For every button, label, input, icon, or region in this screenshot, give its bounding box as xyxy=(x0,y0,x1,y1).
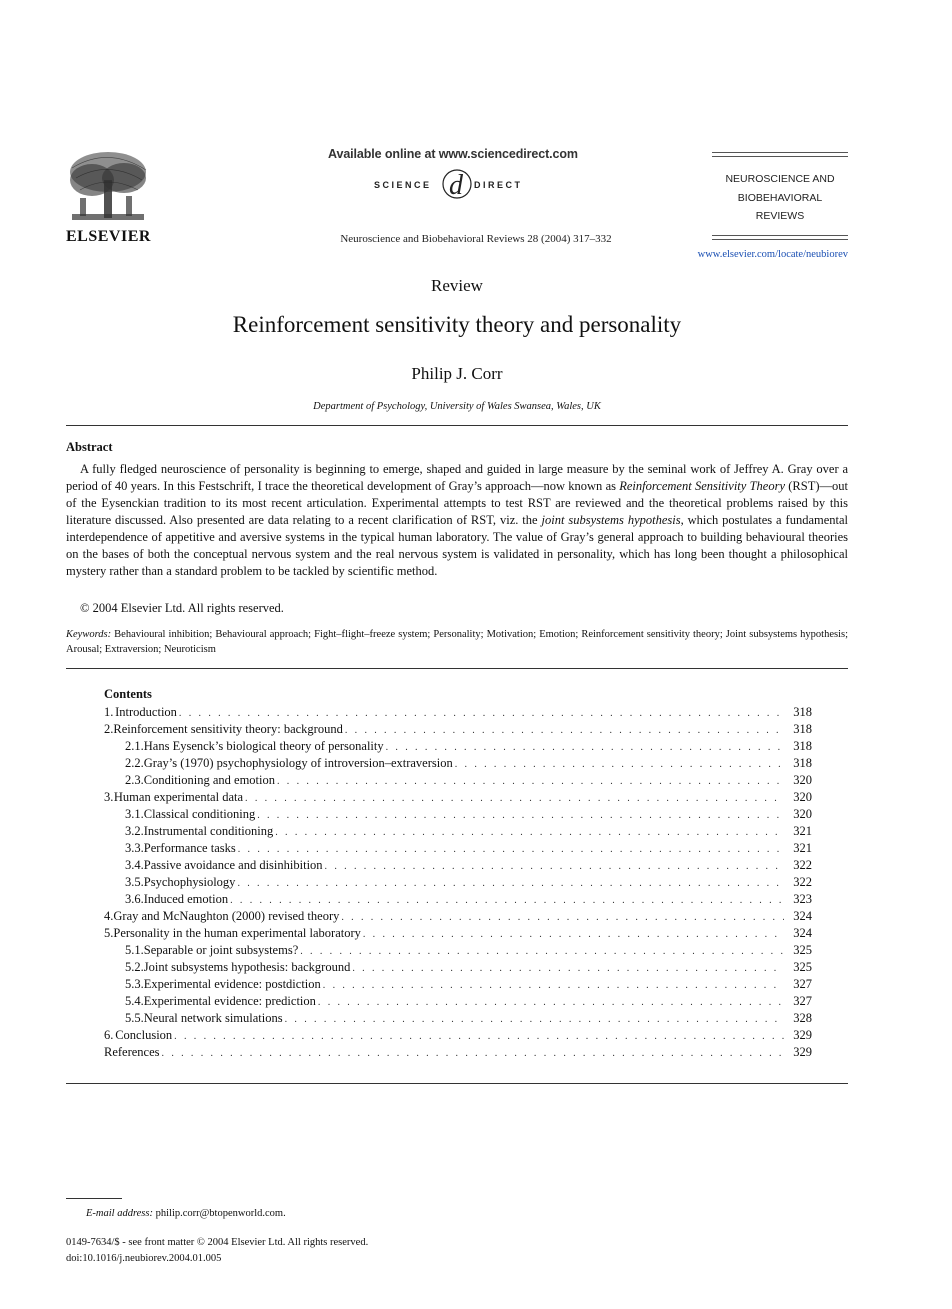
toc-number: 3.5. xyxy=(125,875,144,889)
toc-number: 5. xyxy=(104,926,114,940)
toc-row[interactable] xyxy=(104,1027,812,1044)
toc-page-number: 322 xyxy=(793,875,812,889)
journal-box-rule xyxy=(712,152,848,153)
toc-title: Performance tasks xyxy=(143,841,236,855)
toc-row[interactable] xyxy=(104,789,812,806)
toc-title: Experimental evidence: postdiction xyxy=(143,977,321,991)
toc-number: 5.5. xyxy=(125,1011,144,1025)
toc-title: Personality in the human experimental laboratory xyxy=(113,926,361,940)
toc-title: Induced emotion xyxy=(143,892,229,906)
toc-title: Separable or joint subsystems? xyxy=(143,943,299,957)
toc-page-number: 325 xyxy=(793,960,812,974)
journal-name-line: BIOBEHAVIORAL xyxy=(737,191,823,204)
divider xyxy=(66,425,848,426)
toc-title: Reinforcement sensitivity theory: background xyxy=(113,722,343,736)
toc-title: Neural network simulations xyxy=(143,1011,283,1025)
article-title: Reinforcement sensitivity theory and personality xyxy=(232,312,682,337)
toc-number: 3.2. xyxy=(125,824,144,838)
divider xyxy=(66,1083,848,1084)
toc-row[interactable] xyxy=(104,908,812,925)
toc-page-number: 321 xyxy=(793,824,812,838)
abstract-copyright: © 2004 Elsevier Ltd. All rights reserved. xyxy=(80,601,284,615)
toc-page-number: 327 xyxy=(793,994,812,1008)
toc-leader-dots xyxy=(162,1045,784,1061)
toc-title: Passive avoidance and disinhibition xyxy=(143,858,323,872)
toc-row[interactable] xyxy=(104,823,812,840)
journal-box-rule xyxy=(712,235,848,236)
toc-title: Instrumental conditioning xyxy=(143,824,274,838)
toc-page-number: 320 xyxy=(793,790,812,804)
toc-leader-dots xyxy=(323,977,784,993)
toc-page-number: 328 xyxy=(793,1011,812,1025)
toc-page-number: 325 xyxy=(793,943,812,957)
toc-title: Joint subsystems hypothesis: background xyxy=(143,960,351,974)
journal-name xyxy=(712,170,848,226)
toc-page-number: 327 xyxy=(793,977,812,991)
toc-row[interactable] xyxy=(104,857,812,874)
toc-page-number: 318 xyxy=(793,705,812,719)
toc-leader-dots xyxy=(230,892,784,908)
journal-url-link[interactable]: www.elsevier.com/locate/neubiorev xyxy=(697,249,848,260)
publisher-wordmark: ELSEVIER xyxy=(66,228,151,245)
toc-page-number: 318 xyxy=(793,739,812,753)
journal-box-rule xyxy=(712,239,848,240)
toc-leader-dots xyxy=(237,875,784,891)
toc-number: 5.1. xyxy=(125,943,144,957)
author-name: Philip J. Corr xyxy=(411,364,503,383)
doi-line[interactable]: doi:10.1016/j.neubiorev.2004.01.005 xyxy=(66,1253,222,1264)
toc-row[interactable] xyxy=(104,1010,812,1027)
toc-page-number: 321 xyxy=(793,841,812,855)
toc-page-number: 329 xyxy=(793,1045,812,1059)
toc-row[interactable] xyxy=(104,993,812,1010)
toc-leader-dots xyxy=(352,960,784,976)
issn-line: 0149-7634/$ - see front matter © 2004 Elsevier Ltd. All rights reserved. xyxy=(66,1237,369,1248)
toc-title: Gray’s (1970) psychophysiology of introversion–extraversion xyxy=(143,756,453,770)
toc-row[interactable] xyxy=(104,874,812,891)
toc-number: 5.4. xyxy=(125,994,144,1008)
abstract-paragraph xyxy=(66,461,848,580)
toc-row[interactable] xyxy=(104,755,812,772)
toc-leader-dots xyxy=(275,824,784,840)
journal-citation: Neuroscience and Biobehavioral Reviews 28 (2004) 317–332 xyxy=(340,233,612,245)
toc-leader-dots xyxy=(318,994,784,1010)
abstract-body xyxy=(66,461,848,580)
toc-leader-dots xyxy=(455,756,784,772)
toc-number: 3.4. xyxy=(125,858,144,872)
toc-leader-dots xyxy=(300,943,784,959)
sciencedirect-logo-left: SCIENCE xyxy=(374,180,432,190)
toc-leader-dots xyxy=(285,1011,784,1027)
toc-row[interactable] xyxy=(104,891,812,908)
toc-number: 3.6. xyxy=(125,892,144,906)
keywords xyxy=(66,627,848,657)
toc-title: Introduction xyxy=(115,705,177,719)
footnote-rule xyxy=(66,1198,122,1199)
toc-number: 4. xyxy=(104,909,114,923)
toc-number: 5.3. xyxy=(125,977,144,991)
abstract-italic: Reinforcement Sensitivity Theory xyxy=(619,479,785,493)
sciencedirect-available-text: Available online at www.sciencedirect.com xyxy=(328,147,578,161)
toc-page-number: 322 xyxy=(793,858,812,872)
toc-title: Experimental evidence: prediction xyxy=(143,994,316,1008)
toc-list xyxy=(104,704,812,1061)
abstract-italic: joint subsystems hypothesis xyxy=(541,513,681,527)
toc-title: Conditioning and emotion xyxy=(143,773,275,787)
toc-row[interactable] xyxy=(104,721,812,738)
toc-leader-dots xyxy=(238,841,784,857)
toc-row[interactable] xyxy=(104,806,812,823)
email-footnote xyxy=(86,1208,286,1219)
keywords-label: Keywords: xyxy=(66,629,112,640)
toc-leader-dots xyxy=(245,790,784,806)
toc-title: Hans Eysenck’s biological theory of personality xyxy=(143,739,384,753)
toc-page-number: 318 xyxy=(793,722,812,736)
toc-leader-dots xyxy=(174,1028,784,1044)
toc-number: 3. xyxy=(104,790,114,804)
toc-row[interactable] xyxy=(104,772,812,789)
toc-title: Human experimental data xyxy=(113,790,244,804)
toc-row[interactable] xyxy=(104,925,812,942)
toc-row[interactable] xyxy=(104,1044,812,1061)
toc-number: 3.3. xyxy=(125,841,144,855)
contents-heading: Contents xyxy=(104,687,152,701)
article-type: Review xyxy=(431,276,483,295)
toc-title: References xyxy=(104,1045,160,1059)
toc-leader-dots xyxy=(325,858,784,874)
toc-row[interactable] xyxy=(104,959,812,976)
journal-name-line: NEUROSCIENCE AND xyxy=(725,173,835,185)
journal-box-rule xyxy=(712,156,848,157)
toc-page-number: 318 xyxy=(793,756,812,770)
toc-number: 6. xyxy=(104,1028,114,1042)
toc-row[interactable] xyxy=(104,704,812,721)
toc-title: Conclusion xyxy=(115,1028,173,1042)
toc-number: 3.1. xyxy=(125,807,144,821)
email-address[interactable]: philip.corr@btopenworld.com. xyxy=(152,1208,286,1219)
toc-row[interactable] xyxy=(104,942,812,959)
toc-page-number: 324 xyxy=(793,909,812,923)
toc-page-number: 324 xyxy=(793,926,812,940)
toc-number: 5.2. xyxy=(125,960,144,974)
sciencedirect-logo-right: DIRECT xyxy=(474,180,523,190)
divider xyxy=(66,668,848,669)
toc-number: 2. xyxy=(104,722,114,736)
toc-page-number: 329 xyxy=(793,1028,812,1042)
toc-title: Classical conditioning xyxy=(143,807,256,821)
toc-leader-dots xyxy=(179,705,784,721)
toc-leader-dots xyxy=(277,773,784,789)
toc-number: 2.1. xyxy=(125,739,144,753)
toc-row[interactable] xyxy=(104,976,812,993)
toc-number: 2.3. xyxy=(125,773,144,787)
abstract-text: , which postulates a fundamental interdependence of appetitive and aversive systems in the typical human laboratory. The value of Gray’s general approach to building behavioural theories on the bases of both the conceptual nervous system and the real nervous system is validated in personality, which has long been thought a philosophical mystery rather than a standard problem to be tackled by scientific method. xyxy=(66,513,849,578)
sciencedirect-logo xyxy=(372,166,532,202)
toc-leader-dots xyxy=(341,909,784,925)
toc-leader-dots xyxy=(345,722,784,738)
abstract-text: A fully fledged neuroscience of personality is beginning to emerge, shaped and guided in large measure by the seminal work of Jeffrey A. Gray over a period of 40 years. In this Festschrift, I trace the theoretical development of Gray’s approach—now known as xyxy=(66,462,848,493)
toc-row[interactable] xyxy=(104,738,812,755)
toc-leader-dots xyxy=(363,926,784,942)
toc-row[interactable] xyxy=(104,840,812,857)
toc-leader-dots xyxy=(257,807,784,823)
email-label: E-mail address: xyxy=(86,1208,153,1219)
abstract-heading: Abstract xyxy=(66,440,113,454)
toc-page-number: 320 xyxy=(793,773,812,787)
table-of-contents xyxy=(104,686,812,1061)
toc-leader-dots xyxy=(386,739,784,755)
sciencedirect-logo-mark: d xyxy=(449,170,463,201)
toc-title: Gray and McNaughton (2000) revised theory xyxy=(113,909,340,923)
abstract-text: (RST)—out of the Eysenckian tradition to its most recent articulation. Experimental attempts to test RST are reviewed and the theoretical problems raised by this literature discussed. Also presented are data relating to a recent clarification of RST, viz. the xyxy=(66,479,848,527)
toc-page-number: 320 xyxy=(793,807,812,821)
toc-number: 1. xyxy=(104,705,114,719)
toc-page-number: 323 xyxy=(793,892,812,906)
keywords-text: Behavioural inhibition; Behavioural approach; Fight–flight–freeze system; Personality; Motivation; Emotion; Reinforcement sensitivity theory; Joint subsystems hypothesis; Arousal; Extraversion; Neuroticism xyxy=(66,629,848,655)
toc-number: 2.2. xyxy=(125,756,144,770)
toc-title: Psychophysiology xyxy=(143,875,236,889)
author-affiliation: Department of Psychology, University of Wales Swansea, Wales, UK xyxy=(313,401,601,412)
journal-name-line: REVIEWS xyxy=(755,210,805,222)
